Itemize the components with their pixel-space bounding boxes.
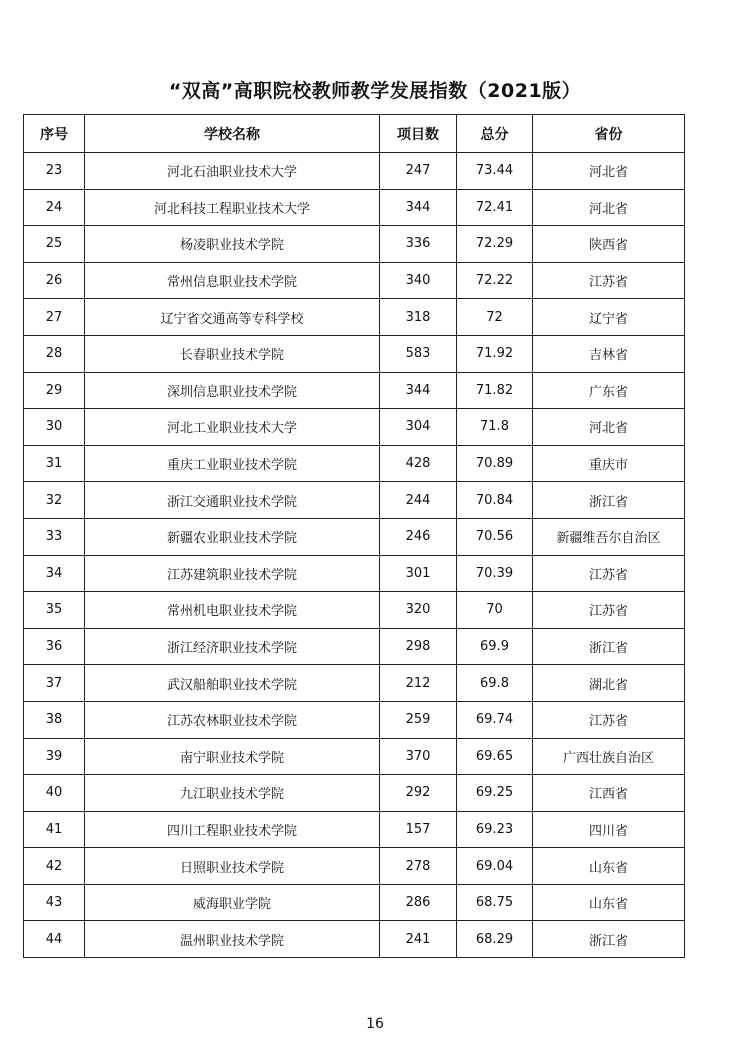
cell-projects: 298 [380,628,457,665]
cell-school: 河北工业职业技术大学 [85,409,380,446]
cell-province: 江苏省 [533,555,685,592]
table-row [24,372,685,409]
cell-score: 69.74 [457,701,533,738]
table-row [24,665,685,702]
cell-school: 南宁职业技术学院 [85,738,380,775]
header-projects: 项目数 [380,115,457,153]
cell-projects: 336 [380,226,457,263]
cell-rank: 31 [24,445,85,482]
cell-rank: 32 [24,482,85,519]
cell-rank: 29 [24,372,85,409]
cell-rank: 41 [24,811,85,848]
cell-score: 68.29 [457,921,533,958]
table-row [24,775,685,812]
cell-rank: 37 [24,665,85,702]
cell-rank: 36 [24,628,85,665]
header-score: 总分 [457,115,533,153]
cell-projects: 320 [380,592,457,629]
table-row [24,701,685,738]
cell-school: 长春职业技术学院 [85,335,380,372]
table-row [24,921,685,958]
table-row [24,848,685,885]
cell-rank: 44 [24,921,85,958]
cell-province: 江苏省 [533,262,685,299]
cell-projects: 292 [380,775,457,812]
cell-score: 73.44 [457,153,533,190]
cell-projects: 247 [380,153,457,190]
table-row [24,189,685,226]
cell-province: 浙江省 [533,921,685,958]
cell-score: 70.56 [457,518,533,555]
cell-projects: 286 [380,884,457,921]
table-row [24,738,685,775]
cell-rank: 43 [24,884,85,921]
cell-score: 69.65 [457,738,533,775]
cell-province: 广西壮族自治区 [533,738,685,775]
cell-projects: 583 [380,335,457,372]
cell-projects: 246 [380,518,457,555]
cell-rank: 35 [24,592,85,629]
cell-score: 70.39 [457,555,533,592]
cell-projects: 244 [380,482,457,519]
cell-school: 浙江经济职业技术学院 [85,628,380,665]
cell-score: 69.25 [457,775,533,812]
cell-province: 湖北省 [533,665,685,702]
cell-province: 重庆市 [533,445,685,482]
cell-province: 江西省 [533,775,685,812]
cell-province: 河北省 [533,153,685,190]
cell-province: 新疆维吾尔自治区 [533,518,685,555]
cell-school: 江苏农林职业技术学院 [85,701,380,738]
table-row [24,555,685,592]
cell-score: 70.84 [457,482,533,519]
cell-school: 河北科技工程职业技术大学 [85,189,380,226]
cell-school: 江苏建筑职业技术学院 [85,555,380,592]
cell-score: 72.22 [457,262,533,299]
cell-rank: 42 [24,848,85,885]
header-school: 学校名称 [85,115,380,153]
table-header [24,115,685,153]
page-title: “双高”高职院校教师教学发展指数（2021版） [168,80,582,102]
cell-rank: 26 [24,262,85,299]
cell-school: 河北石油职业技术大学 [85,153,380,190]
cell-school: 浙江交通职业技术学院 [85,482,380,519]
cell-rank: 30 [24,409,85,446]
cell-score: 70 [457,592,533,629]
cell-projects: 301 [380,555,457,592]
cell-rank: 25 [24,226,85,263]
cell-score: 72.29 [457,226,533,263]
cell-province: 广东省 [533,372,685,409]
cell-projects: 278 [380,848,457,885]
cell-school: 日照职业技术学院 [85,848,380,885]
cell-score: 72.41 [457,189,533,226]
cell-score: 69.9 [457,628,533,665]
cell-province: 浙江省 [533,628,685,665]
cell-province: 山东省 [533,848,685,885]
cell-projects: 157 [380,811,457,848]
cell-rank: 34 [24,555,85,592]
table-row [24,226,685,263]
table-row [24,884,685,921]
cell-rank: 40 [24,775,85,812]
cell-school: 常州机电职业技术学院 [85,592,380,629]
table-row [24,335,685,372]
cell-score: 69.04 [457,848,533,885]
table-row [24,153,685,190]
cell-score: 69.8 [457,665,533,702]
cell-rank: 23 [24,153,85,190]
page-number: 16 [366,1016,384,1032]
table-row [24,518,685,555]
cell-rank: 33 [24,518,85,555]
cell-province: 吉林省 [533,335,685,372]
cell-rank: 24 [24,189,85,226]
header-row [24,115,685,153]
cell-score: 69.23 [457,811,533,848]
cell-projects: 318 [380,299,457,336]
cell-projects: 241 [380,921,457,958]
cell-province: 河北省 [533,409,685,446]
table-row [24,445,685,482]
cell-projects: 304 [380,409,457,446]
table-body [24,153,685,958]
table-row [24,628,685,665]
cell-score: 68.75 [457,884,533,921]
cell-school: 新疆农业职业技术学院 [85,518,380,555]
cell-province: 陕西省 [533,226,685,263]
cell-rank: 39 [24,738,85,775]
cell-province: 四川省 [533,811,685,848]
header-rank: 序号 [24,115,85,153]
cell-province: 辽宁省 [533,299,685,336]
cell-school: 重庆工业职业技术学院 [85,445,380,482]
table-row [24,409,685,446]
cell-school: 威海职业学院 [85,884,380,921]
index-table [23,114,685,958]
cell-score: 71.82 [457,372,533,409]
cell-rank: 28 [24,335,85,372]
cell-school: 温州职业技术学院 [85,921,380,958]
cell-projects: 340 [380,262,457,299]
cell-province: 江苏省 [533,701,685,738]
cell-projects: 344 [380,189,457,226]
cell-province: 河北省 [533,189,685,226]
cell-rank: 27 [24,299,85,336]
header-province: 省份 [533,115,685,153]
cell-province: 浙江省 [533,482,685,519]
cell-projects: 428 [380,445,457,482]
cell-school: 武汉船舶职业技术学院 [85,665,380,702]
table-row [24,811,685,848]
cell-score: 71.92 [457,335,533,372]
cell-score: 71.8 [457,409,533,446]
cell-score: 70.89 [457,445,533,482]
table-row [24,299,685,336]
table-row [24,482,685,519]
cell-province: 山东省 [533,884,685,921]
cell-province: 江苏省 [533,592,685,629]
cell-projects: 370 [380,738,457,775]
table-row [24,262,685,299]
cell-school: 四川工程职业技术学院 [85,811,380,848]
cell-rank: 38 [24,701,85,738]
cell-score: 72 [457,299,533,336]
cell-school: 深圳信息职业技术学院 [85,372,380,409]
cell-school: 常州信息职业技术学院 [85,262,380,299]
table-row [24,592,685,629]
cell-school: 辽宁省交通高等专科学校 [85,299,380,336]
cell-school: 九江职业技术学院 [85,775,380,812]
cell-school: 杨凌职业技术学院 [85,226,380,263]
cell-projects: 212 [380,665,457,702]
cell-projects: 259 [380,701,457,738]
cell-projects: 344 [380,372,457,409]
